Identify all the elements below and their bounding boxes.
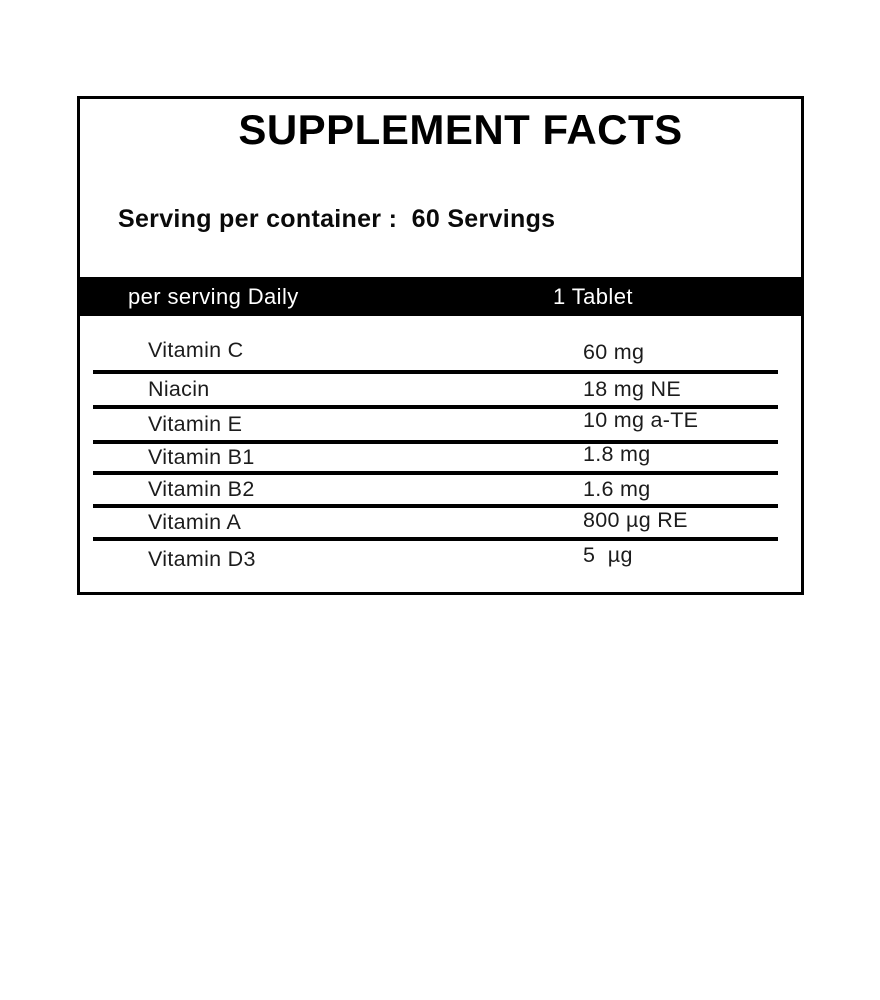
nutrient-amount: 1.6 mg — [583, 477, 651, 501]
nutrient-amount: 5 µg — [583, 543, 633, 567]
nutrient-amount: 18 mg NE — [583, 377, 681, 401]
header-col-per-serving: per serving Daily — [128, 284, 299, 309]
panel-title: SUPPLEMENT FACTS — [238, 106, 683, 153]
nutrient-amount: 10 mg a-TE — [583, 408, 699, 432]
table-header-bar — [80, 277, 801, 316]
nutrient-name: Niacin — [148, 377, 210, 401]
header-col-amount: 1 Tablet — [553, 284, 633, 309]
nutrient-row-vitamin-a — [93, 508, 778, 541]
nutrient-name: Vitamin D3 — [148, 547, 256, 571]
nutrient-name: Vitamin A — [148, 510, 242, 534]
nutrient-name: Vitamin B2 — [148, 477, 255, 501]
nutrient-row-vitamin-c — [93, 316, 778, 374]
nutrient-name: Vitamin C — [148, 338, 244, 362]
nutrient-amount: 800 µg RE — [583, 508, 688, 532]
serving-per-container-text: Serving per container : 60 Servings — [118, 205, 556, 233]
nutrient-row-vitamin-d3 — [93, 541, 778, 592]
nutrient-name: Vitamin E — [148, 412, 243, 436]
nutrient-row-vitamin-b1 — [93, 444, 778, 475]
nutrient-row-vitamin-e — [93, 409, 778, 444]
nutrient-amount: 60 mg — [583, 340, 645, 364]
nutrient-table — [93, 316, 778, 592]
nutrient-amount: 1.8 mg — [583, 442, 651, 466]
supplement-facts-panel — [77, 96, 804, 595]
nutrient-name: Vitamin B1 — [148, 445, 255, 469]
nutrient-row-niacin — [93, 374, 778, 409]
nutrient-row-vitamin-b2 — [93, 475, 778, 508]
